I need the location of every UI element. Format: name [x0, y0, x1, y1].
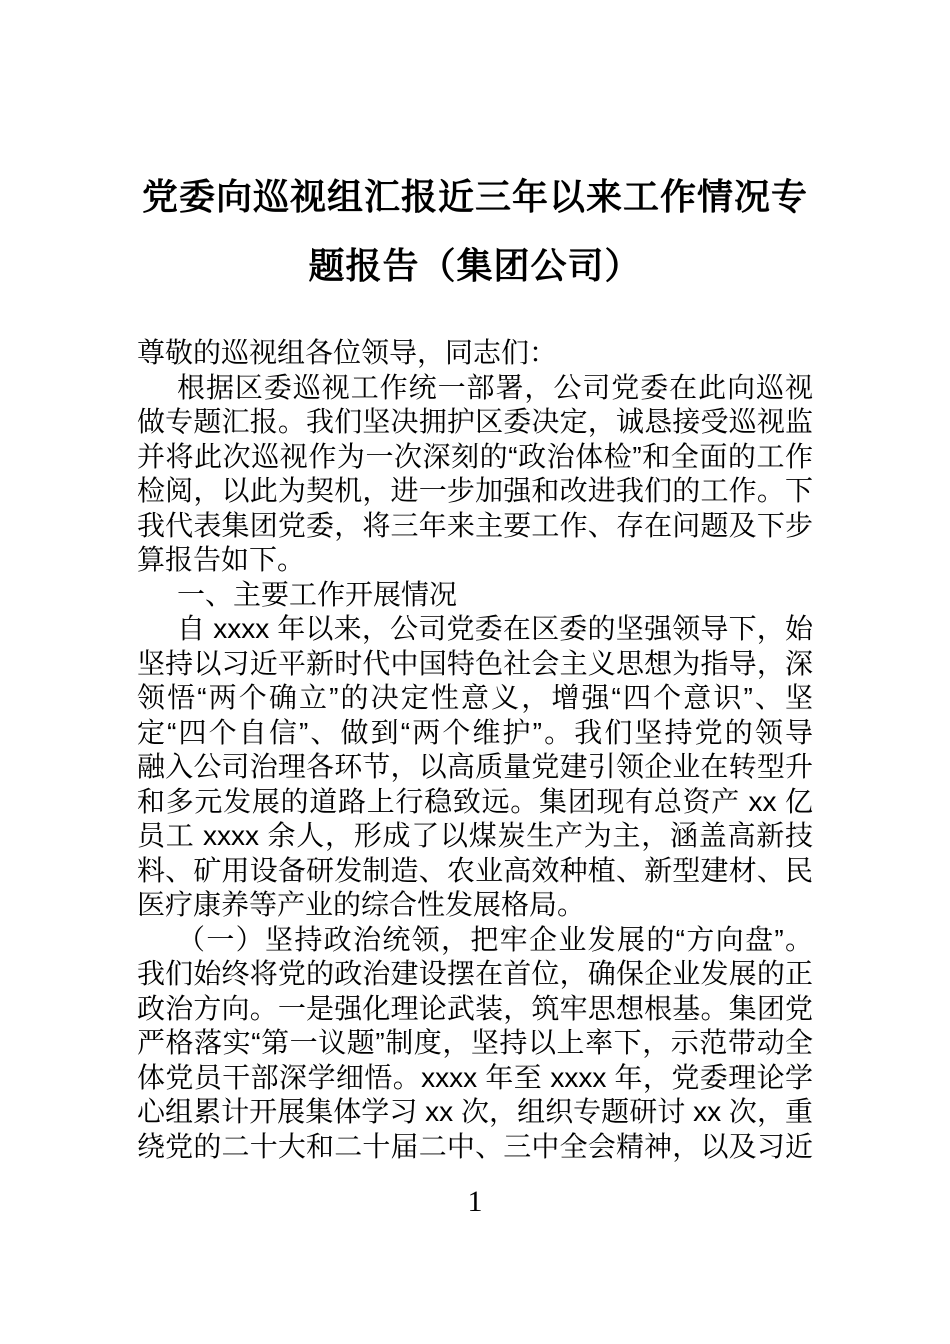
- title-line-1: 党委向巡视组汇报近三年以来工作情况专: [141, 176, 808, 217]
- body-line: 绕党的二十大和二十届二中、三中全会精神，以及习近: [137, 1130, 813, 1162]
- body-line: 料、矿用设备研发制造、农业高效种植、新型建材、民: [137, 854, 813, 886]
- body-line: 坚持以习近平新时代中国特色社会主义思想为指导，深: [137, 647, 813, 679]
- body-line: 并将此次巡视作为一次深刻的“政治体检”和全面的工作: [137, 440, 813, 472]
- body-line: 一、主要工作开展情况: [177, 578, 458, 610]
- body-line: 自 xxxx 年以来，公司党委在区委的坚强领导下，始: [177, 613, 813, 644]
- body-line: 医疗康养等产业的综合性发展格局。: [137, 889, 586, 920]
- body-line: 和多元发展的道路上行稳致远。集团现有总资产 xx 亿: [137, 785, 813, 817]
- page-number: 1: [467, 1185, 483, 1218]
- body-line: 做专题汇报。我们坚决拥护区委决定，诚恳接受巡视监: [137, 406, 813, 437]
- title-line-2: 题报告（集团公司）: [308, 245, 642, 286]
- body-line: 我代表集团党委，将三年来主要工作、存在问题及下步: [137, 509, 813, 541]
- body-line: 体党员干部深学细悟。xxxx 年至 xxxx 年，党委理论学: [137, 1061, 813, 1093]
- body-line: 算报告如下。: [137, 544, 306, 575]
- body-line: 尊敬的巡视组各位领导，同志们：: [137, 337, 558, 368]
- body-line: 员工 xxxx 余人，形成了以煤炭生产为主，涵盖高新技: [137, 820, 813, 851]
- body-line: 领悟“两个确立”的决定性意义，增强“四个意识”、坚: [137, 682, 813, 713]
- body-line: 检阅，以此为契机，进一步加强和改进我们的工作。下: [137, 475, 813, 506]
- document-title: [0, 162, 950, 300]
- body-line: 定“四个自信”、做到“两个维护”。我们坚持党的领导: [137, 716, 813, 748]
- body-line: （一）坚持政治统领，把牢企业发展的“方向盘”。: [177, 923, 813, 955]
- body-line: 政治方向。一是强化理论武装，筑牢思想根基。集团党: [137, 992, 813, 1024]
- body-line: 融入公司治理各环节，以高质量党建引领企业在转型升: [137, 751, 813, 782]
- document-body: [137, 336, 813, 1164]
- body-line: 心组累计开展集体学习 xx 次，组织专题研讨 xx 次，重: [137, 1096, 813, 1127]
- body-line: 根据区委巡视工作统一部署，公司党委在此向巡视: [177, 371, 813, 403]
- body-line: 我们始终将党的政治建设摆在首位，确保企业发展的正: [137, 958, 813, 989]
- body-line: 严格落实“第一议题”制度，坚持以上率下，示范带动全: [137, 1027, 813, 1058]
